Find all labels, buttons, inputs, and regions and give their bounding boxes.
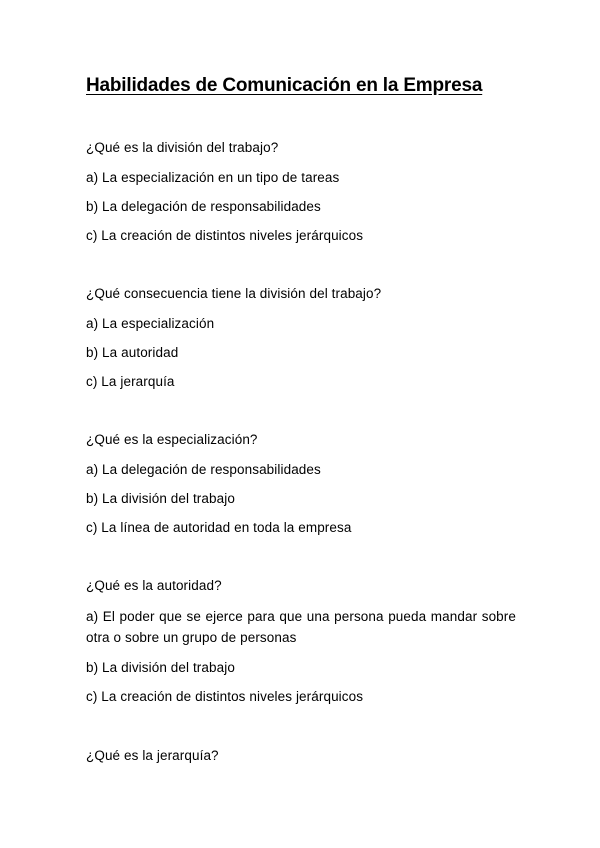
question-1-option-b: b) La delegación de responsabilidades (86, 199, 321, 214)
question-2: ¿Qué consecuencia tiene la división del trabajo? (86, 286, 382, 301)
question-2-option-a: a) La especialización (86, 316, 215, 331)
question-1: ¿Qué es la división del trabajo? (86, 140, 279, 155)
question-3: ¿Qué es la especialización? (86, 432, 258, 447)
question-1-option-a: a) La especialización en un tipo de tareas (86, 170, 340, 185)
question-4-option-c: c) La creación de distintos niveles jerárquicos (86, 689, 364, 704)
document-title: Habilidades de Comunicación en la Empresa (86, 75, 483, 96)
question-2-option-b: b) La autoridad (86, 345, 179, 360)
question-3-option-c: c) La línea de autoridad en toda la empresa (86, 520, 352, 535)
question-1-option-c: c) La creación de distintos niveles jerárquicos (86, 228, 364, 243)
question-4-option-b: b) La división del trabajo (86, 660, 235, 675)
question-3-option-a: a) La delegación de responsabilidades (86, 462, 321, 477)
question-2-option-c: c) La jerarquía (86, 374, 175, 389)
question-5: ¿Qué es la jerarquía? (86, 748, 219, 763)
question-4-option-a: a) El poder que se ejerce para que una persona pueda mandar sobre otra o sobre un grupo de personas (86, 609, 516, 645)
question-3-option-b: b) La división del trabajo (86, 491, 235, 506)
question-4: ¿Qué es la autoridad? (86, 578, 222, 593)
